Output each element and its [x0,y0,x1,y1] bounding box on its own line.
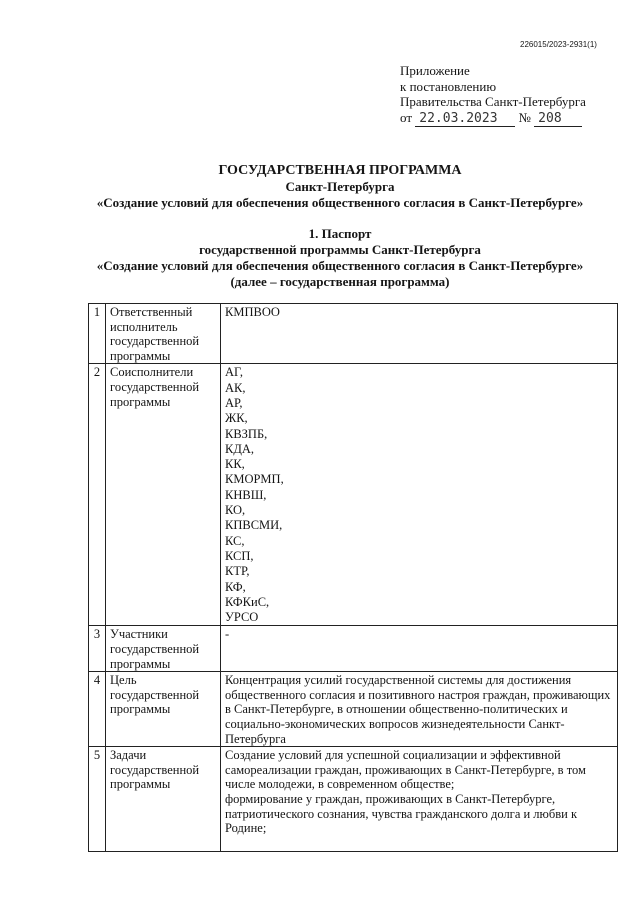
number-label: № [518,109,531,125]
row-number: 1 [89,304,106,364]
row-value: КМПВОО [221,304,618,364]
co-executor-item: УРСО [225,610,259,625]
title-line: «Создание условий для обеспечения общественного согласия в Санкт-Петербурге» [96,195,584,210]
document-id: 226015/2023-2931(1) [520,40,597,49]
appendix-block [400,63,586,127]
appendix-line: к постановлению [400,78,497,94]
row-number: 2 [89,364,106,626]
co-executor-item: АР, [225,395,243,410]
passport-table [88,303,618,852]
co-executor-item: КС, [225,533,245,548]
row-number: 3 [89,626,106,672]
appendix-date-row [400,110,586,128]
passport-line: «Создание условий для обеспечения общественного согласия в Санкт-Петербурге» [96,258,584,273]
handwritten-number: 208 [534,111,582,128]
co-executor-item: КДА, [225,441,255,456]
row-value-list [221,364,618,626]
row-value [221,747,618,852]
row-number: 5 [89,747,106,852]
row-number: 4 [89,672,106,747]
table-row [89,626,618,672]
program-title [60,163,620,211]
table-row [89,304,618,364]
co-executor-item: АГ, [225,365,243,380]
task-paragraph: формирование у граждан, проживающих в Санкт-Петербурге, патриотического сознания, чувства гражданского долга и любви к Родине; [225,791,578,836]
row-label: Цель государственной программы [106,672,221,747]
row-label: Участники государственной программы [106,626,221,672]
row-label: Ответственный исполнитель государственной программы [106,304,221,364]
co-executor-item: КО, [225,503,246,518]
appendix-line: Приложение [400,63,470,78]
title-line: ГОСУДАРСТВЕННАЯ ПРОГРАММА [218,163,462,178]
table-row [89,672,618,747]
passport-line: (далее – государственная программа) [230,274,450,289]
passport-heading [60,226,620,290]
handwritten-date: 22.03.2023 [415,111,515,128]
title-line: Санкт-Петербурга [285,179,395,194]
co-executor-item: КПВСМИ, [225,518,283,533]
co-executor-item: АК, [225,380,246,395]
co-executor-item: КТР, [225,564,250,579]
co-executor-item: КВЗПБ, [225,426,268,441]
co-executor-item: КНВШ, [225,487,267,502]
passport-line: государственной программы Санкт-Петербурга [199,242,481,257]
table-row [89,747,618,852]
row-label: Соисполнители государственной программы [106,364,221,626]
row-label: Задачи государственной программы [106,747,221,852]
from-label: от [400,109,413,125]
co-executor-item: ЖК, [225,411,248,426]
co-executor-item: КФКиС, [225,594,270,609]
row-value: - [221,626,618,672]
table-row [89,364,618,626]
co-executor-item: КМОРМП, [225,472,284,487]
row-value: Концентрация усилий государственной системы для достижения общественного согласия и позитивного настроя граждан, проживающих в Санкт-Петербурге, в отношении общественно-политических и социально-экономических вопросов жизнедеятельности Санкт-Петербурга [221,672,618,747]
task-paragraph: Создание условий для успешной социализации и эффективной самореализации граждан, проживающих в Санкт-Петербурге, в том числе молодежи, в современном обществе; [225,748,586,792]
co-executor-item: КСП, [225,548,254,563]
passport-line: 1. Паспорт [308,226,372,241]
appendix-line: Правительства Санкт-Петербурга [400,94,586,109]
co-executor-item: КК, [225,457,245,472]
co-executor-item: КФ, [225,579,246,594]
